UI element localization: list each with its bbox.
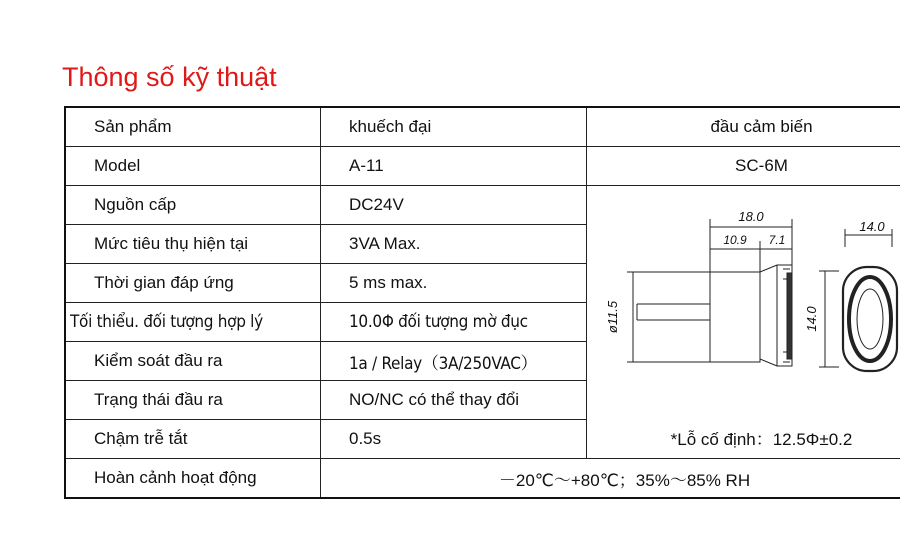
row-amp-value: DC24V [321, 186, 587, 225]
row-label: Mức tiêu thụ hiện tại [65, 225, 321, 264]
dim-width: 14.0 [859, 219, 885, 234]
row-amp-value: NO/NC có thể thay đổi [321, 381, 587, 420]
row-amp-value: 0.5s [321, 420, 587, 459]
dim-height: 14.0 [804, 306, 819, 332]
row-label: Chậm trễ tắt [65, 420, 321, 459]
row-sensor-value: SC-6M [587, 147, 900, 186]
row-label: Model [65, 147, 321, 186]
spec-table [64, 106, 900, 499]
sensor-diagram-cell [587, 186, 900, 459]
row-label: Nguồn cấp [65, 186, 321, 225]
row-label: Hoàn cảnh hoạt động [65, 459, 321, 499]
header-sensor: đầu cảm biến [587, 107, 900, 147]
row-amp-value: A-11 [321, 147, 587, 186]
row-label: Tối thiểu. đối tượng hợp lý [65, 303, 321, 342]
dim-a: 10.9 [723, 233, 747, 247]
row-amp-value: 1a / Relay（3A/250VAC） [321, 342, 587, 381]
table-row [65, 147, 900, 186]
header-product: Sản phẩm [65, 107, 321, 147]
row-amp-value: 10.0Φ đối tượng mờ đục [321, 303, 587, 342]
page-title: Thông số kỹ thuật [62, 62, 277, 92]
row-amp-value: 3VA Max. [321, 225, 587, 264]
sensor-dimension-diagram [587, 189, 900, 455]
dim-b: 7.1 [768, 233, 786, 247]
row-label: Kiểm soát đầu ra [65, 342, 321, 381]
row-amp-value: 5 ms max. [321, 264, 587, 303]
table-row [65, 107, 900, 147]
table-row [65, 186, 900, 225]
environment-value: －20℃～+80℃；35%～85% RH [321, 459, 900, 499]
table-row [65, 459, 900, 499]
header-amplifier: khuếch đại [321, 107, 587, 147]
row-label: Thời gian đáp ứng [65, 264, 321, 303]
fixing-hole-note: *Lỗ cố định：12.5Φ±0.2 [670, 430, 853, 449]
dim-length: 18.0 [738, 209, 764, 224]
dim-diameter: ø11.5 [605, 300, 620, 334]
row-label: Trạng thái đầu ra [65, 381, 321, 420]
